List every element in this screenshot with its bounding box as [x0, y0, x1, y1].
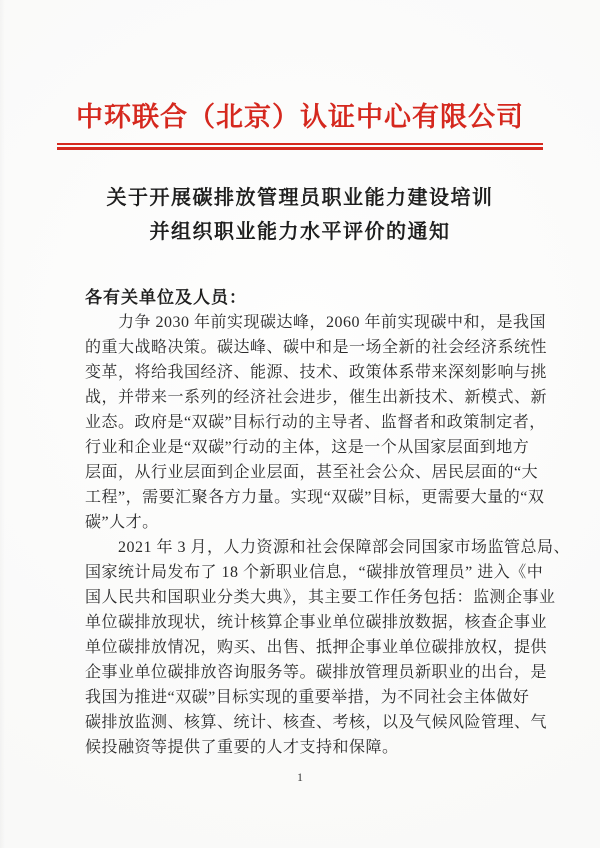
text-line: 碳”人才。: [85, 514, 159, 531]
text-line: 业态。政府是“双碳”目标行动的主导者、监督者和政策制定者，: [85, 414, 546, 431]
salutation: 各有关单位及人员：: [85, 288, 247, 307]
text-line: 力争 2030 年前实现碳达峰，2060 年前实现碳中和，是我国: [85, 314, 547, 331]
text-line: 国家统计局发布了 18 个新职业信息，“碳排放管理员” 进入《中: [85, 564, 544, 581]
text-line: 国人民共和国职业分类大典》，其主要工作任务包括：监测企事业: [85, 589, 556, 606]
body-paragraphs: [85, 310, 571, 760]
text-line: 候投融资等提供了重要的人才支持和保障。: [85, 739, 399, 756]
notice-title-line2: 并组织职业能力水平评价的通知: [149, 221, 451, 243]
text-line: 我国为推进“双碳”目标实现的重要举措，为不同社会主体做好: [85, 689, 530, 706]
paragraph: [85, 310, 548, 535]
text-line: 单位碳排放现状，统计核算企事业单位碳排放数据，核查企事业: [85, 614, 548, 631]
text-line: 的重大战略决策。碳达峰、碳中和是一场全新的社会经济系统性: [85, 339, 548, 356]
text-line: 碳排放监测、核算、统计、核查、考核，以及气候风险管理、气: [85, 714, 548, 731]
text-line: 战，并带来一系列的经济社会进步，催生出新技术、新模式、新: [85, 389, 548, 406]
text-line: 行业和企业是“双碳”行动的主体，这是一个从国家层面到地方: [85, 439, 530, 456]
text-line: 2021 年 3 月，人力资源和社会保障部会同国家市场监管总局、: [85, 539, 571, 556]
letterhead-rule: [57, 143, 543, 150]
letterhead-company-name: 中环联合（北京）认证中心有限公司: [76, 102, 524, 132]
notice-body: [85, 285, 571, 760]
text-line: 单位碳排放情况，购买、出售、抵押企事业单位碳排放权，提供: [85, 639, 548, 656]
notice-title-line1: 关于开展碳排放管理员职业能力建设培训: [106, 187, 494, 209]
paragraph: [85, 535, 571, 760]
text-line: 层面，从行业层面到企业层面，甚至社会公众、居民层面的“大: [85, 464, 539, 481]
notice-title: [0, 181, 600, 249]
text-line: 工程”，需要汇聚各方力量。实现“双碳”目标，更需要大量的“双: [85, 489, 545, 506]
page-number: 1: [297, 770, 303, 784]
text-line: 变革，将给我国经济、能源、技术、政策体系带来深刻影响与挑: [85, 364, 548, 381]
text-line: 企事业单位碳排放咨询服务等。碳排放管理员新职业的出台，是: [85, 664, 548, 681]
